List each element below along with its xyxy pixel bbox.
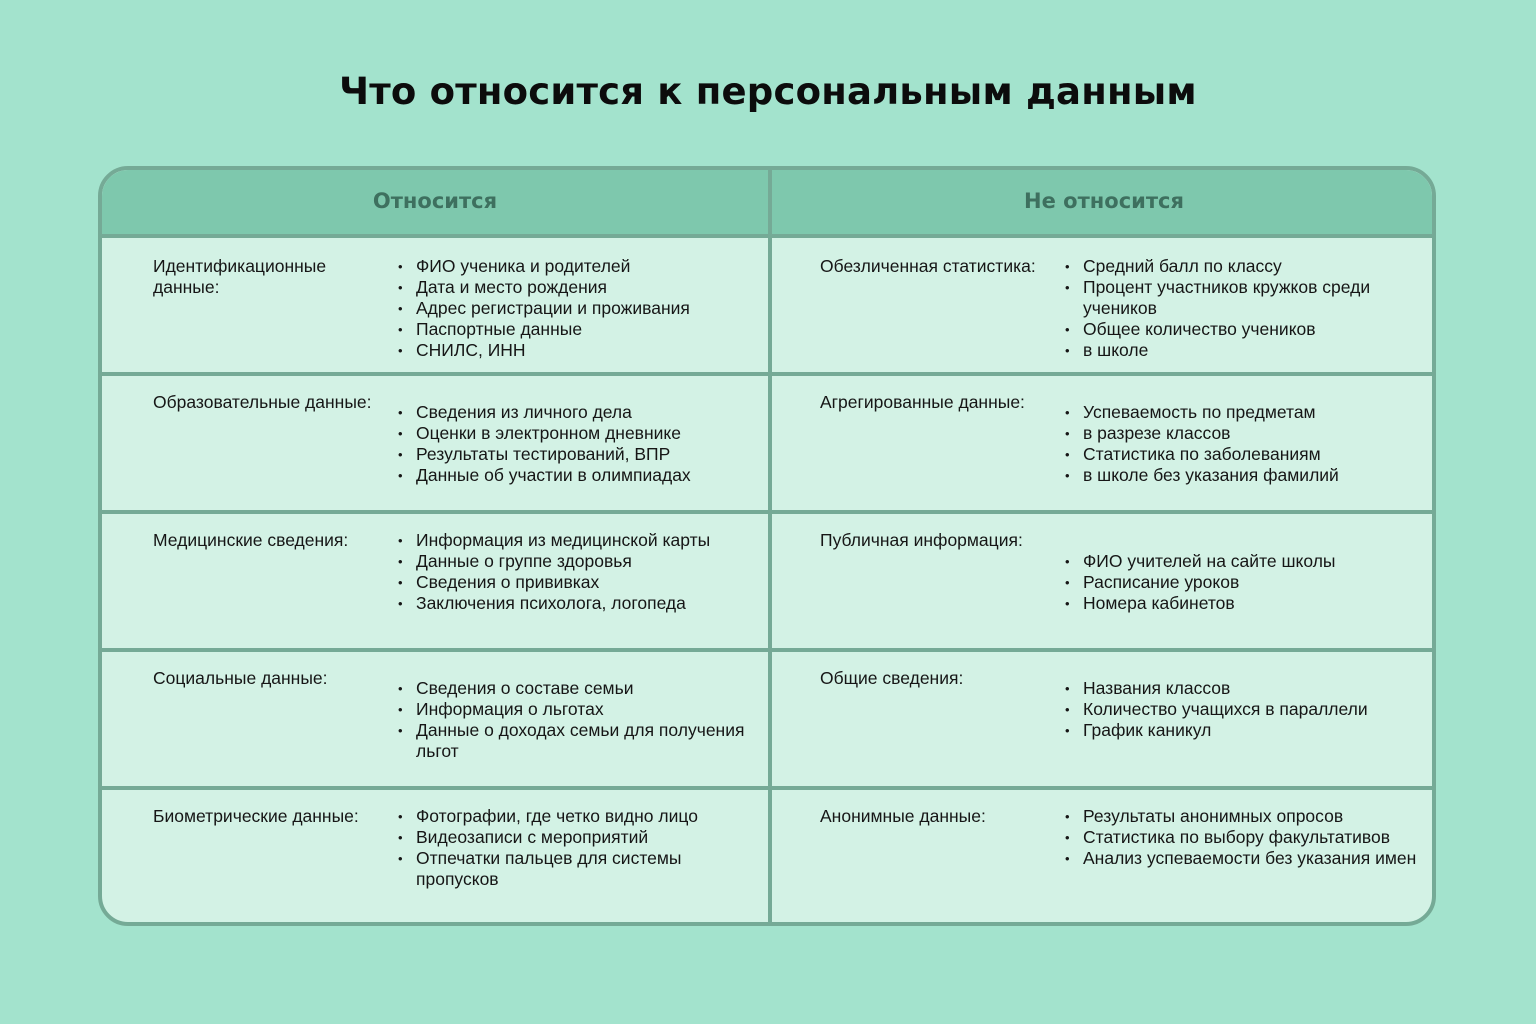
list-item: • Фотографии, где четко видно лицо xyxy=(398,806,758,827)
list-item: • Информация из медицинской карты xyxy=(398,530,758,551)
list-item: • Количество учащихся в параллели xyxy=(1065,699,1430,720)
list-item: • Успеваемость по предметам xyxy=(1065,402,1430,423)
list-item: • Видеозаписи с мероприятий xyxy=(398,827,758,848)
list-item: • Сведения из личного дела xyxy=(398,402,758,423)
row-label-left: Биометрические данные: xyxy=(153,806,359,826)
list-item: • Дата и место рождения xyxy=(398,277,758,298)
row-items-right xyxy=(1065,551,1430,614)
table-row xyxy=(102,648,1432,786)
table-row xyxy=(102,372,1432,510)
list-item: • Данные о доходах семьи для получения льгот xyxy=(398,720,758,762)
header-applies: Относится xyxy=(372,189,498,213)
list-item: • ФИО ученика и родителей xyxy=(398,256,758,277)
row-items-right xyxy=(1065,678,1430,741)
comparison-table xyxy=(98,166,1436,926)
list-item: • Данные об участии в олимпиадах xyxy=(398,465,758,486)
list-item: • Статистика по выбору факультативов xyxy=(1065,827,1430,848)
list-item: • Данные о группе здоровья xyxy=(398,551,758,572)
row-items-left xyxy=(398,402,758,486)
table-row xyxy=(102,234,1432,372)
list-item: • в школе без указания фамилий xyxy=(1065,465,1430,486)
list-item: • Результаты анонимных опросов xyxy=(1065,806,1430,827)
list-item: • Информация о льготах xyxy=(398,699,758,720)
row-label-left: Социальные данные: xyxy=(153,668,328,688)
list-item: • СНИЛС, ИНН xyxy=(398,340,758,361)
list-item: • в школе xyxy=(1065,340,1430,361)
list-item: • Названия классов xyxy=(1065,678,1430,699)
row-items-right xyxy=(1065,402,1430,486)
row-label-right: Обезличенная статистика: xyxy=(820,256,1036,276)
row-label-right: Агрегированные данные: xyxy=(820,392,1025,412)
list-item: • Средний балл по классу xyxy=(1065,256,1430,277)
page-title: Что относится к персональным данным xyxy=(339,70,1197,113)
list-item: • Статистика по заболеваниям xyxy=(1065,444,1430,465)
row-label-left: Медицинские сведения: xyxy=(153,530,349,550)
row-label-right: Анонимные данные: xyxy=(820,806,986,826)
list-item: • Адрес регистрации и проживания xyxy=(398,298,758,319)
list-item: • Процент участников кружков среди учеников xyxy=(1065,277,1430,319)
list-item: • Общее количество учеников xyxy=(1065,319,1430,340)
list-item: • в разрезе классов xyxy=(1065,423,1430,444)
list-item: • Расписание уроков xyxy=(1065,572,1430,593)
list-item: • Заключения психолога, логопеда xyxy=(398,593,758,614)
list-item: • Отпечатки пальцев для системы пропусков xyxy=(398,848,758,890)
list-item: • Паспортные данные xyxy=(398,319,758,340)
list-item: • ФИО учителей на сайте школы xyxy=(1065,551,1430,572)
list-item: • Сведения о составе семьи xyxy=(398,678,758,699)
row-items-left xyxy=(398,530,758,614)
table-header xyxy=(102,170,1432,238)
row-items-right xyxy=(1065,806,1430,869)
list-item: • Оценки в электронном дневнике xyxy=(398,423,758,444)
table-row xyxy=(102,510,1432,648)
list-item: • График каникул xyxy=(1065,720,1430,741)
row-label-left: Идентификационные данные: xyxy=(153,256,327,297)
row-items-left xyxy=(398,678,758,762)
row-items-left xyxy=(398,806,758,890)
column-divider xyxy=(768,170,772,922)
row-items-left xyxy=(398,256,758,361)
list-item: • Номера кабинетов xyxy=(1065,593,1430,614)
header-not-applies: Не относится xyxy=(1024,189,1184,213)
row-items-right xyxy=(1065,256,1430,361)
list-item: • Сведения о прививках xyxy=(398,572,758,593)
table-row xyxy=(102,786,1432,926)
row-label-right: Общие сведения: xyxy=(820,668,964,688)
list-item: • Анализ успеваемости без указания имен xyxy=(1065,848,1430,869)
list-item: • Результаты тестирований, ВПР xyxy=(398,444,758,465)
row-label-left: Образовательные данные: xyxy=(153,392,372,412)
row-label-right: Публичная информация: xyxy=(820,530,1023,550)
